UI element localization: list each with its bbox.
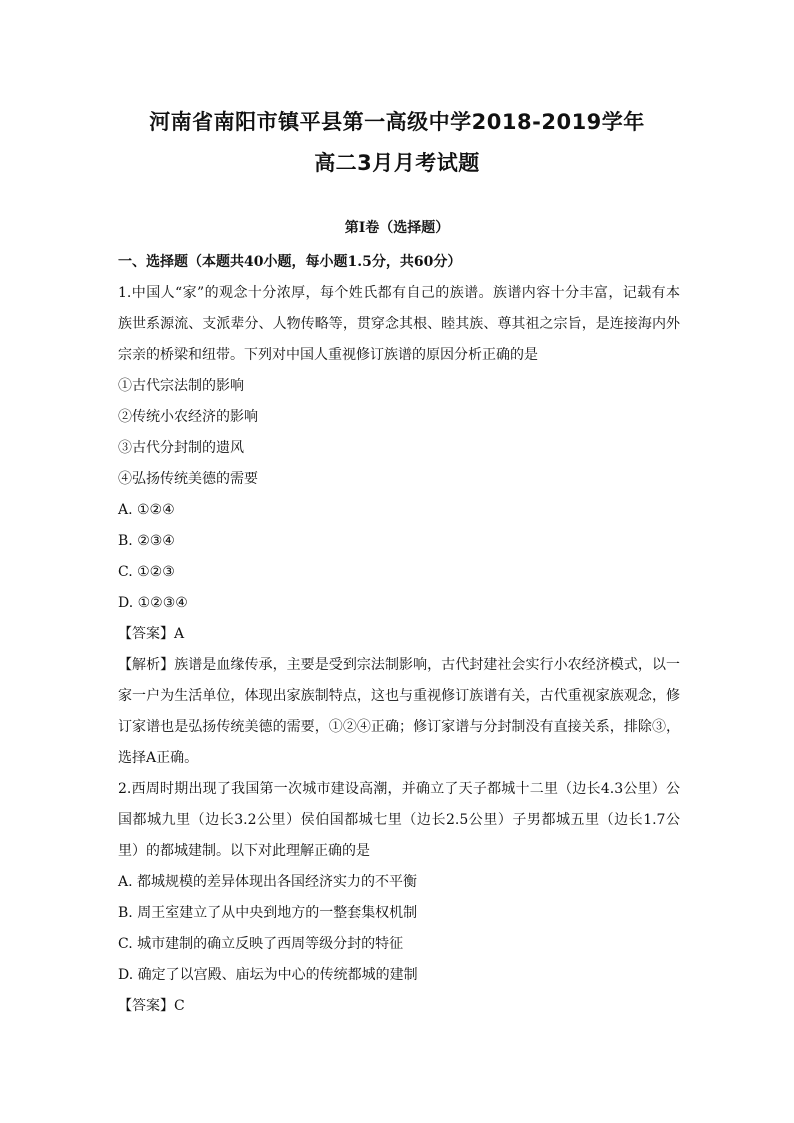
- exam-title-line2: 高二3月月考试题: [314, 151, 480, 175]
- q1-option-d: D. ①②③④: [118, 595, 188, 611]
- q2-option-a: A. 都城规模的差异体现出各国经济实力的不平衡: [118, 874, 418, 890]
- q1-analysis-line: 订家谱也是弘扬传统美德的需要，①②④正确；修订家谱与分封制没有直接关系，排除③，: [118, 719, 680, 735]
- q1-analysis-line: 选择A正确。: [118, 750, 199, 766]
- q1-statement: ④弘扬传统美德的需要: [118, 471, 258, 487]
- q1-stem-line: 1.中国人“家”的观念十分浓厚，每个姓氏都有自己的族谱。族谱内容十分丰富，记载有本: [118, 285, 680, 301]
- q1-analysis-line: 【解析】族谱是血缘传承，主要是受到宗法制影响，古代封建社会实行小农经济模式，以一: [118, 657, 680, 673]
- q2-option-c: C. 城市建制的确立反映了西周等级分封的特征: [118, 936, 404, 952]
- q2-option-b: B. 周王室建立了从中央到地方的一整套集权机制: [118, 905, 418, 921]
- document-body: [118, 247, 680, 1022]
- exam-title-line1: 河南省南阳市镇平县第一高级中学2018-2019学年: [149, 110, 645, 134]
- q1-analysis-line: 家一户为生活单位，体现出家族制特点，这也与重视修订族谱有关，古代重视家族观念，修: [118, 688, 680, 704]
- q2-option-d: D. 确定了以宫殿、庙坛为中心的传统都城的建制: [118, 967, 418, 983]
- q1-statement: ③古代分封制的遗风: [118, 440, 244, 456]
- q2-stem-line: 里）的都城建制。以下对此理解正确的是: [118, 843, 370, 859]
- q1-statement: ②传统小农经济的影响: [118, 409, 258, 425]
- q2-stem-line: 2.西周时期出现了我国第一次城市建设高潮，并确立了天子都城十二里（边长4.3公里）公: [118, 781, 680, 797]
- q1-option-b: B. ②③④: [118, 533, 175, 549]
- q1-statement: ①古代宗法制的影响: [118, 378, 244, 394]
- q1-stem-line: 宗亲的桥梁和纽带。下列对中国人重视修订族谱的原因分析正确的是: [118, 347, 538, 363]
- q1-answer: 【答案】A: [118, 626, 185, 642]
- part-heading: 一、选择题（本题共40小题，每小题1.5分，共60分）: [118, 254, 462, 270]
- q1-option-c: C. ①②③: [118, 564, 175, 580]
- q2-answer: 【答案】C: [118, 998, 185, 1014]
- section-heading: 第Ⅰ卷（选择题）: [344, 220, 450, 236]
- q1-stem-line: 族世系源流、支派辈分、人物传略等，贯穿念其根、睦其族、尊其祖之宗旨，是连接海内外: [118, 316, 680, 332]
- q2-stem-line: 国都城九里（边长3.2公里）侯伯国都城七里（边长2.5公里）子男都城五里（边长1.7公: [118, 812, 680, 828]
- q1-option-a: A. ①②④: [118, 502, 175, 518]
